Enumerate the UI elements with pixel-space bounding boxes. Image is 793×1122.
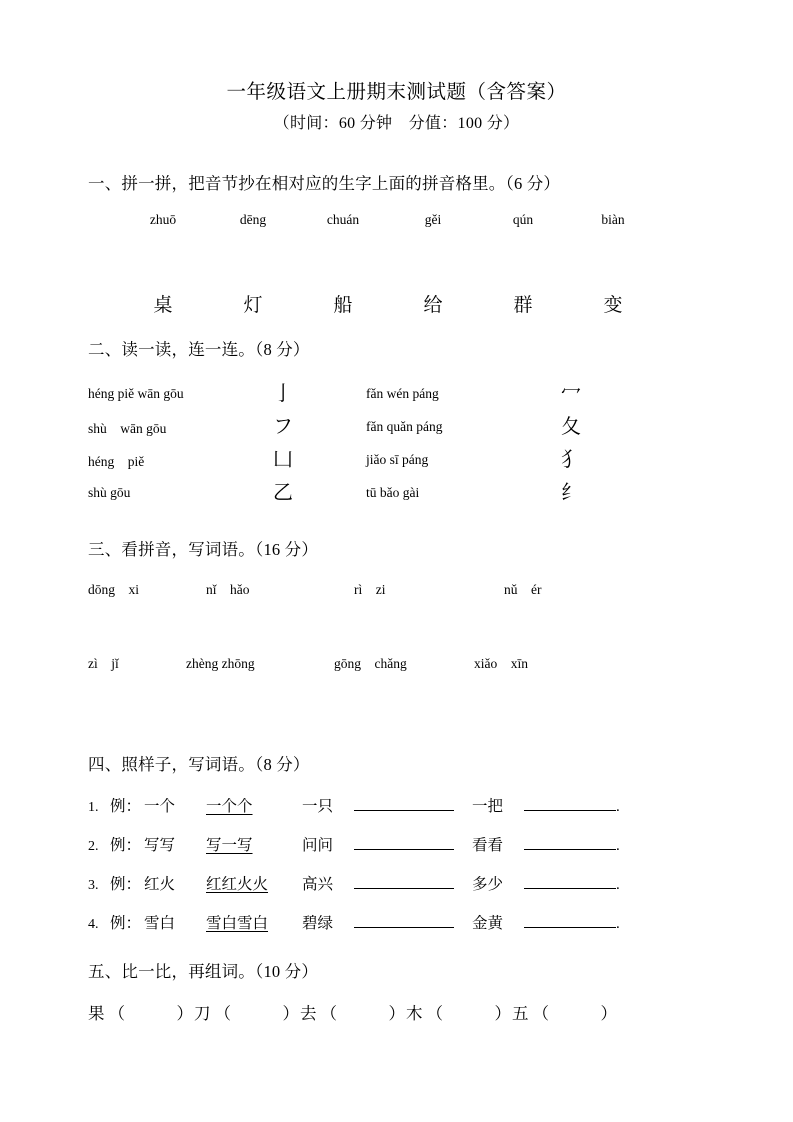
radical-glyph-icon: 犭 (561, 448, 581, 471)
example-row (88, 832, 624, 855)
example-answer: 一个个 (206, 798, 253, 815)
trailing-dot: . (616, 838, 620, 854)
radical-glyph-icon: 冖 (561, 382, 581, 405)
example-label: 例： (110, 837, 142, 854)
section-3-pinyin-row-2 (88, 652, 648, 672)
pinyin-prompt: dōng xi (88, 582, 140, 597)
answer-blank[interactable] (524, 793, 616, 811)
example-word: 雪白 (144, 915, 176, 932)
radical-name-label: tū bǎo gài (366, 484, 420, 500)
compare-char: 果 (88, 1004, 105, 1023)
trailing-dot: . (616, 799, 620, 815)
answer-blank[interactable] (524, 871, 616, 889)
section-1-pinyin-row (118, 212, 658, 228)
question-word: 高兴 (302, 876, 334, 893)
pinyin-cell: chuán (326, 212, 360, 227)
question-word: 一只 (302, 798, 334, 815)
match-item[interactable] (88, 443, 358, 476)
pinyin-prompt: rì zi (354, 582, 386, 597)
match-item[interactable] (360, 476, 630, 509)
compare-item[interactable] (512, 1000, 618, 1024)
compare-blank[interactable]: （ ） (320, 1004, 406, 1023)
compare-item[interactable] (88, 1000, 194, 1024)
radical-name-label: fǎn wén páng (366, 385, 439, 401)
page-subtitle: （时间：60 分钟 分值：100 分） (273, 115, 520, 132)
pinyin-cell: gěi (424, 212, 442, 227)
answer-blank[interactable] (524, 832, 616, 850)
pinyin-cell: biàn (601, 212, 625, 227)
section-5-row (88, 1000, 618, 1024)
compare-blank[interactable]: （ ） (108, 1004, 194, 1023)
pinyin-prompt: zì jǐ (88, 656, 119, 671)
pinyin-cell: zhuō (149, 212, 177, 227)
match-item[interactable] (360, 443, 630, 476)
pinyin-prompt: nǐ hǎo (206, 582, 250, 597)
example-row (88, 871, 624, 894)
hanzi-cell: 船 (333, 295, 353, 316)
answer-blank[interactable] (354, 832, 454, 850)
pinyin-prompt: nǔ ér (504, 582, 542, 597)
answer-blank[interactable] (354, 871, 454, 889)
question-word: 碧绿 (302, 915, 334, 932)
radical-name-label: fǎn quǎn páng (366, 418, 443, 434)
pinyin-prompt: gōng chǎng (334, 656, 407, 671)
example-label: 例： (110, 915, 142, 932)
question-word: 看看 (472, 837, 504, 854)
match-item[interactable] (88, 476, 358, 509)
row-number: 3. (88, 878, 99, 893)
pinyin-prompt: zhèng zhōng (186, 656, 255, 671)
match-item[interactable] (360, 410, 630, 443)
compare-blank[interactable]: （ ） (426, 1004, 512, 1023)
example-word: 红火 (144, 876, 176, 893)
compare-char: 五 (512, 1004, 529, 1023)
example-row (88, 910, 624, 933)
stroke-glyph-icon: 亅 (273, 382, 293, 405)
section-5-heading: 五、比一比，再组词。（10 分） (88, 962, 319, 981)
section-1-heading: 一、拼一拼，把音节抄在相对应的生字上面的拼音格里。（6 分） (88, 174, 561, 193)
match-item[interactable] (88, 377, 358, 410)
pinyin-prompt: xiǎo xīn (474, 656, 528, 671)
stroke-glyph-icon: 乙 (273, 481, 293, 504)
section-1-hanzi-row (118, 290, 658, 317)
page-title: 一年级语文上册期末测试题（含答案） (226, 82, 567, 103)
match-item[interactable] (88, 410, 358, 443)
stroke-glyph-icon: フ (273, 415, 293, 438)
trailing-dot: . (616, 916, 620, 932)
answer-blank[interactable] (524, 910, 616, 928)
compare-char: 去 (300, 1004, 317, 1023)
question-word: 问问 (302, 837, 334, 854)
example-row (88, 793, 624, 816)
stroke-name-label: héng piě wān gōu (88, 385, 184, 401)
question-word: 金黄 (472, 915, 504, 932)
pinyin-cell: qún (512, 212, 534, 227)
pinyin-cell: dēng (239, 212, 267, 227)
section-4-heading: 四、照样子，写词语。（8 分） (88, 755, 310, 774)
example-word: 写写 (144, 837, 176, 854)
section-2-heading: 二、读一读，连一连。（8 分） (88, 340, 310, 359)
example-answer: 雪白雪白 (206, 915, 269, 932)
radical-glyph-icon: 纟 (561, 481, 581, 504)
row-number: 2. (88, 839, 99, 854)
question-word: 一把 (472, 798, 504, 815)
question-word: 多少 (472, 876, 504, 893)
stroke-name-label: shù gōu (88, 484, 131, 500)
compare-char: 木 (406, 1004, 423, 1023)
section-3-pinyin-row-1 (88, 578, 648, 598)
trailing-dot: . (616, 877, 620, 893)
example-label: 例： (110, 876, 142, 893)
compare-char: 刀 (194, 1004, 211, 1023)
radical-glyph-icon: 夂 (561, 415, 581, 438)
example-answer: 红红火火 (206, 876, 269, 893)
stroke-name-label: shù wān gōu (88, 420, 167, 436)
hanzi-cell: 群 (513, 295, 533, 316)
section-3-heading: 三、看拼音，写词语。（16 分） (88, 540, 319, 559)
hanzi-cell: 灯 (243, 295, 263, 316)
section-2-left-column (88, 377, 358, 509)
match-item[interactable] (360, 377, 630, 410)
row-number: 4. (88, 917, 99, 932)
hanzi-cell: 变 (603, 295, 623, 316)
compare-blank[interactable]: （ ） (532, 1004, 618, 1023)
stroke-name-label: héng piě (88, 453, 145, 469)
compare-item[interactable] (406, 1000, 512, 1024)
radical-name-label: jiǎo sī páng (366, 451, 429, 467)
hanzi-cell: 给 (423, 295, 443, 316)
compare-item[interactable] (194, 1000, 300, 1024)
example-answer: 写一写 (206, 837, 253, 854)
answer-blank[interactable] (354, 910, 454, 928)
row-number: 1. (88, 800, 99, 815)
stroke-glyph-icon: 凵 (273, 448, 293, 471)
compare-blank[interactable]: （ ） (214, 1004, 300, 1023)
example-label: 例： (110, 798, 142, 815)
section-2-right-column (360, 377, 630, 509)
hanzi-cell: 桌 (153, 295, 173, 316)
example-word: 一个 (144, 798, 176, 815)
answer-blank[interactable] (354, 793, 454, 811)
compare-item[interactable] (300, 1000, 406, 1024)
